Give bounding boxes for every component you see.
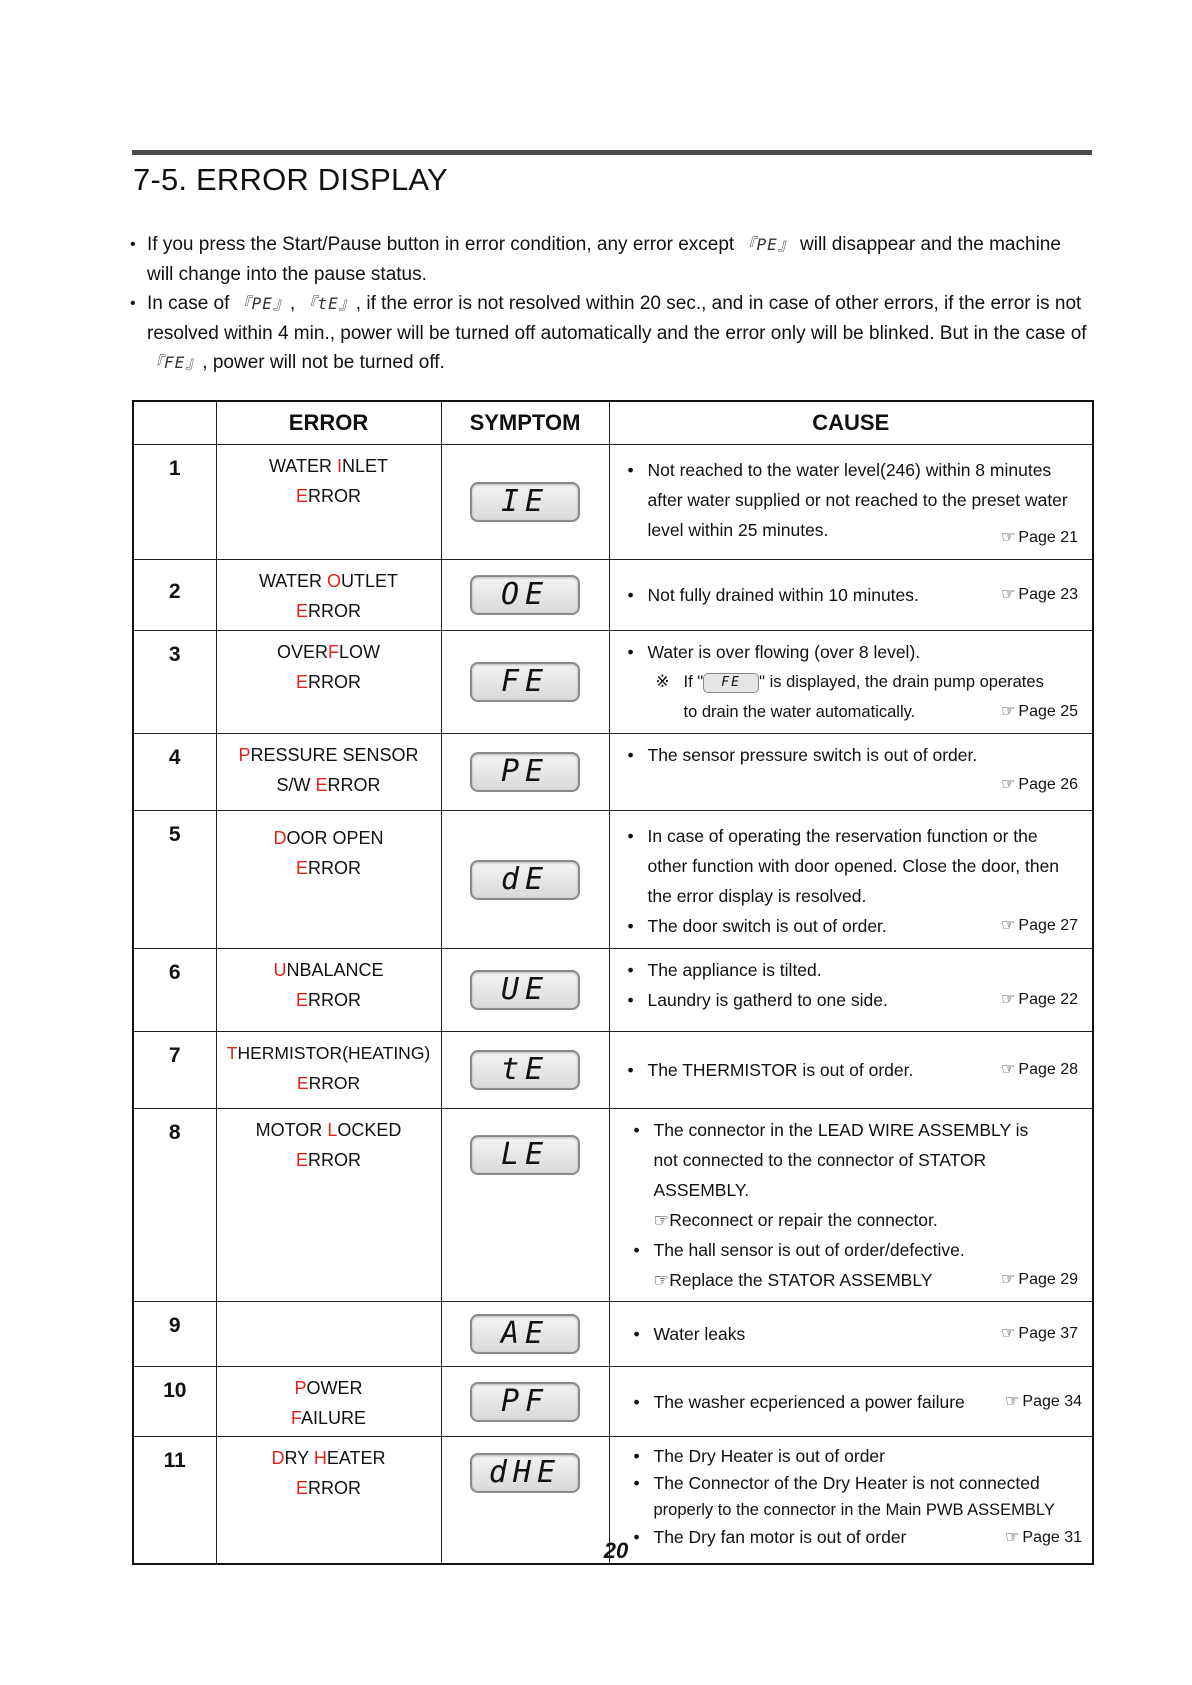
table-row <box>133 734 1093 811</box>
error-name: DOOR OPEN ERROR <box>216 811 441 949</box>
page-reference: ☞ Page 25 <box>1001 703 1078 720</box>
row-number: 7 <box>133 1032 216 1109</box>
row-number: 6 <box>133 949 216 1032</box>
symptom-display <box>441 1302 609 1367</box>
intro-bullet-2: • In case of 『PE』, 『tE』, if the error is not resolved within 20 sec., and in case of other errors, if the error is not resolved within 4 min., power will be turned off automatically and the error only will be blinked. But in the case of 『FE』, power will not be turned off. <box>130 289 1090 378</box>
page-reference: ☞ Page 28 <box>1001 1061 1078 1078</box>
cause-cell: • Water leaks ☞ Page 37 <box>609 1302 1093 1367</box>
pointing-hand-icon: ☞ <box>1001 529 1016 546</box>
page-reference: ☞ Page 29 <box>1001 1271 1078 1288</box>
table-row <box>133 1367 1093 1437</box>
row-number: 10 <box>133 1367 216 1437</box>
header-error: ERROR <box>216 401 441 445</box>
symptom-display <box>441 1109 609 1302</box>
table-row <box>133 1109 1093 1302</box>
pointing-hand-icon: ☞ <box>1001 703 1016 720</box>
error-name <box>216 1302 441 1367</box>
error-name: THERMISTOR(HEATING) ERROR <box>216 1032 441 1109</box>
cause-cell: • Water is over flowing (over 8 level). ※ If " FE " is displayed, the drain pump operates to drain the water automatically. ☞ Page 25 <box>609 631 1093 734</box>
pointing-hand-icon: ☞ <box>1001 776 1016 793</box>
cause-cell: • The sensor pressure switch is out of order. ☞ Page 26 <box>609 734 1093 811</box>
pointing-hand-icon: ☞ <box>1001 1271 1016 1288</box>
lcd-display: AE <box>470 1314 580 1354</box>
pointing-hand-icon: ☞ <box>1001 1325 1016 1342</box>
row-number: 5 <box>133 811 216 949</box>
page-reference: ☞ Page 23 <box>1001 586 1078 603</box>
table-row <box>133 560 1093 631</box>
row-number: 11 <box>133 1437 216 1564</box>
row-number: 8 <box>133 1109 216 1302</box>
lcd-display-small: FE <box>703 673 759 693</box>
lcd-code-inline: 『tE』 <box>300 294 356 313</box>
symptom-display <box>441 631 609 734</box>
lcd-code-inline: 『FE』 <box>147 353 203 372</box>
error-table <box>132 400 1094 1565</box>
cause-cell: • Not reached to the water level(246) within 8 minutes after water supplied or not reached to the preset water level within 25 minutes. ☞ Page 21 <box>609 445 1093 560</box>
page-reference: ☞ Page 31 <box>1005 1529 1082 1546</box>
cause-cell: • The appliance is tilted. • Laundry is gatherd to one side. ☞ Page 22 <box>609 949 1093 1032</box>
table-row <box>133 1032 1093 1109</box>
row-number: 2 <box>133 560 216 631</box>
lcd-display: tE <box>470 1050 580 1090</box>
table-row <box>133 445 1093 560</box>
row-number: 9 <box>133 1302 216 1367</box>
error-name: UNBALANCE ERROR <box>216 949 441 1032</box>
symptom-display <box>441 811 609 949</box>
lcd-display: UE <box>470 970 580 1010</box>
cause-cell: • In case of operating the reservation function or the other function with door opened. Close the door, then the error display is resolved. • The door switch is out of order. ☞ Page 27 <box>609 811 1093 949</box>
lcd-display: PF <box>470 1382 580 1422</box>
lcd-display: IE <box>470 482 580 522</box>
cause-cell: • The connector in the LEAD WIRE ASSEMBLY is not connected to the connector of STATOR ASSEMBLY. ☞Reconnect or repair the connector. • The hall sensor is out of order/defective. ☞Replace the STATOR ASSEMBLY ☞ Page 29 <box>609 1109 1093 1302</box>
lcd-code-inline: 『PE』 <box>234 294 290 313</box>
row-number: 1 <box>133 445 216 560</box>
cause-cell: • Not fully drained within 10 minutes. ☞ Page 23 <box>609 560 1093 631</box>
error-name: MOTOR LOCKED ERROR <box>216 1109 441 1302</box>
page-reference: ☞ Page 27 <box>1001 917 1078 934</box>
error-name: PRESSURE SENSOR S/W ERROR <box>216 734 441 811</box>
pointing-hand-icon: ☞ <box>1001 991 1016 1008</box>
symptom-display <box>441 734 609 811</box>
lcd-code-inline: 『PE』 <box>739 235 795 254</box>
page-reference: ☞ Page 37 <box>1001 1325 1078 1342</box>
page-reference: ☞ Page 34 <box>1005 1392 1082 1410</box>
lcd-display: FE <box>470 662 580 702</box>
page-reference: ☞ Page 26 <box>1001 776 1078 793</box>
error-name: POWER FAILURE <box>216 1367 441 1437</box>
error-name: OVERFLOW ERROR <box>216 631 441 734</box>
table-row <box>133 949 1093 1032</box>
symptom-display <box>441 445 609 560</box>
table-row <box>133 811 1093 949</box>
page-number: 20 <box>603 1538 629 1563</box>
reference-mark-icon: ※ <box>655 673 670 691</box>
symptom-display <box>441 560 609 631</box>
pointing-hand-icon: ☞ <box>1005 1529 1020 1546</box>
lcd-display: dE <box>470 860 580 900</box>
table-row <box>133 631 1093 734</box>
symptom-display <box>441 1367 609 1437</box>
intro-bullet-1: • If you press the Start/Pause button in error condition, any error except 『PE』 will disappear and the machine will change into the pause status. <box>130 230 1090 289</box>
symptom-display <box>441 949 609 1032</box>
cause-cell: • The THERMISTOR is out of order. ☞ Page 28 <box>609 1032 1093 1109</box>
row-number: 4 <box>133 734 216 811</box>
row-number: 3 <box>133 631 216 734</box>
title-rule <box>132 150 1092 155</box>
pointing-hand-icon: ☞ <box>1005 1392 1020 1410</box>
pointing-hand-icon: ☞ <box>1001 917 1016 934</box>
table-header-row <box>133 401 1093 445</box>
error-name: WATER OUTLET ERROR <box>216 560 441 631</box>
lcd-display: dHE <box>470 1453 580 1493</box>
cause-cell: • The Dry Heater is out of order • The Connector of the Dry Heater is not connected properly to the connector in the Main PWB ASSEMBLY • The Dry fan motor is out of order ☞ Page 31 <box>609 1437 1093 1564</box>
error-name: DRY HEATER ERROR <box>216 1437 441 1564</box>
lcd-display: OE <box>470 575 580 615</box>
error-name: WATER INLET ERROR <box>216 445 441 560</box>
page-reference: ☞ Page 21 <box>1001 529 1078 546</box>
table-row <box>133 1302 1093 1367</box>
header-symptom: SYMPTOM <box>441 401 609 445</box>
page-reference: ☞ Page 22 <box>1001 991 1078 1008</box>
page-title: 7-5. ERROR DISPLAY <box>133 162 448 197</box>
symptom-display <box>441 1032 609 1109</box>
intro-text <box>130 230 1090 378</box>
header-num <box>133 401 216 445</box>
header-cause: CAUSE <box>609 401 1093 445</box>
cause-cell: • The washer ecperienced a power failure ☞ Page 34 <box>609 1367 1093 1437</box>
pointing-hand-icon: ☞ <box>1001 586 1016 603</box>
pointing-hand-icon: ☞ <box>1001 1061 1016 1078</box>
lcd-display: LE <box>470 1135 580 1175</box>
lcd-display: PE <box>470 752 580 792</box>
